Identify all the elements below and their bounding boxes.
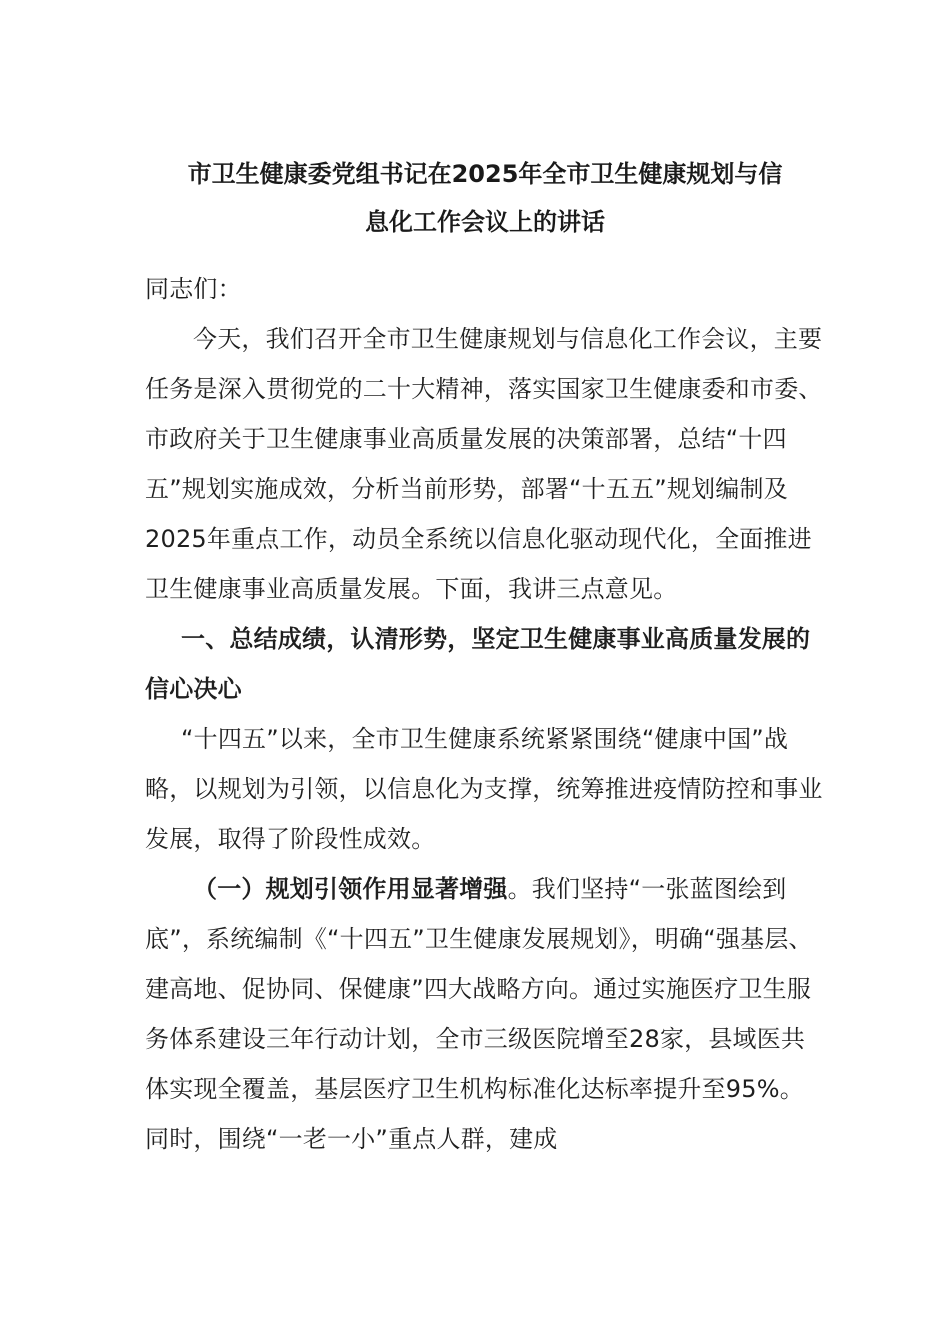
- title-line-2: 息化工作会议上的讲话: [365, 208, 605, 236]
- greeting: 同志们：: [145, 275, 242, 303]
- section-heading-1: 一、总结成绩，认清形势，坚定卫生健康事业高质量发展的信心决心: [145, 625, 811, 703]
- document-title: [145, 150, 825, 246]
- paragraph-achievements: “十四五”以来，全市卫生健康系统紧紧围绕“健康中国”战略，以规划为引领，以信息化为支撑，统筹推进疫情防控和事业发展，取得了阶段性成效。: [145, 725, 823, 853]
- document-body: [145, 150, 825, 1164]
- paragraph-intro: 今天，我们召开全市卫生健康规划与信息化工作会议，主要任务是深入贯彻党的二十大精神，落实国家卫生健康委和市委、市政府关于卫生健康事业高质量发展的决策部署，总结“十四五”规划实施成效，分析当前形势，部署“十五五”规划编制及2025年重点工作，动员全系统以信息化驱动现代化，全面推进卫生健康事业高质量发展。下面，我讲三点意见。: [145, 325, 823, 603]
- title-line-1: 市卫生健康委党组书记在2025年全市卫生健康规划与信: [187, 160, 783, 188]
- paragraph-planning: [145, 864, 825, 1164]
- subsection-heading-1: （一）规划引领作用显著增强: [193, 875, 508, 903]
- subsection-text-1: 。我们坚持“一张蓝图绘到底”，系统编制《“十四五”卫生健康发展规划》，明确“强基层、建高地、促协同、保健康”四大战略方向。通过实施医疗卫生服务体系建设三年行动计划，全市三级医院增至28家，县域医共体实现全覆盖，基层医疗卫生机构标准化达标率提升至95%。同时，围绕“一老一小”重点人群，建成: [145, 875, 813, 1153]
